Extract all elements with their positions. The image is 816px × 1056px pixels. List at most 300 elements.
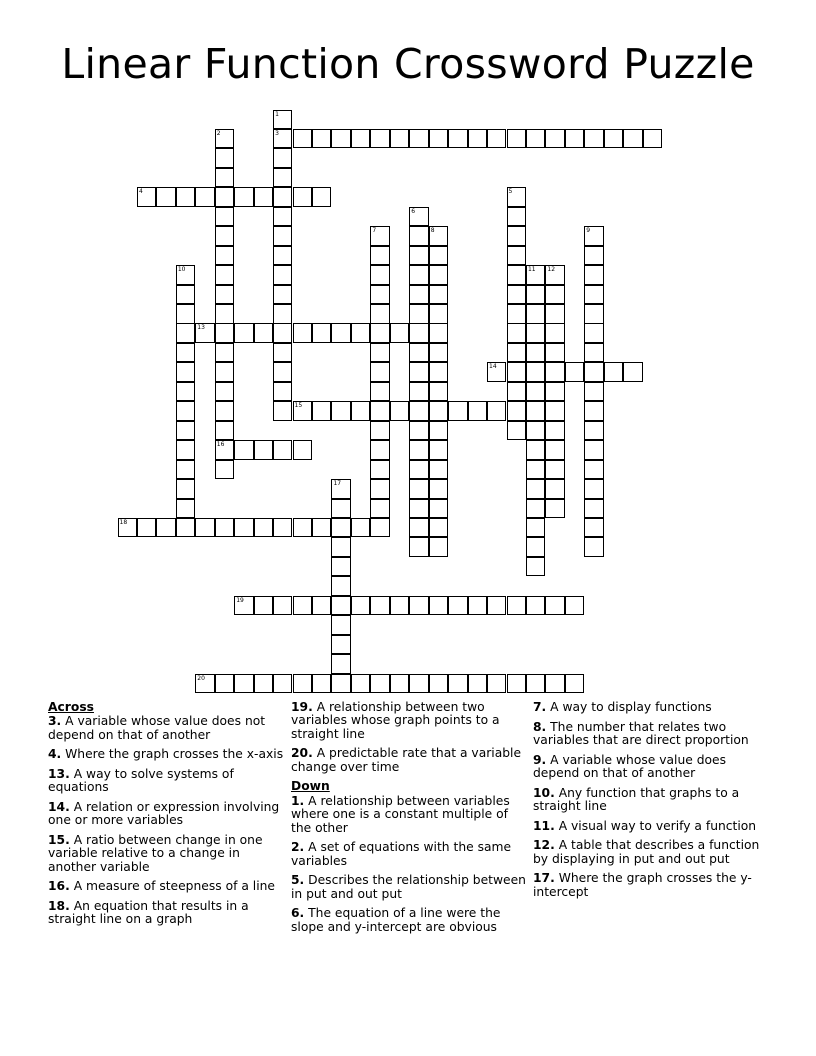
grid-cell[interactable] — [370, 129, 389, 149]
grid-cell[interactable] — [507, 596, 526, 616]
grid-cell[interactable] — [351, 323, 370, 343]
grid-cell[interactable] — [526, 421, 545, 441]
grid-cell[interactable] — [273, 323, 292, 343]
grid-cell[interactable] — [370, 674, 389, 694]
grid-cell[interactable] — [409, 518, 428, 538]
grid-cell[interactable] — [254, 440, 273, 460]
grid-cell[interactable] — [215, 187, 234, 207]
grid-cell[interactable] — [370, 440, 389, 460]
grid-cell[interactable] — [545, 674, 564, 694]
grid-cell[interactable] — [273, 168, 292, 188]
grid-cell[interactable] — [487, 401, 506, 421]
grid-cell[interactable] — [429, 362, 448, 382]
grid-cell[interactable] — [215, 518, 234, 538]
grid-cell[interactable] — [507, 265, 526, 285]
grid-cell[interactable] — [604, 129, 623, 149]
grid-cell[interactable] — [195, 518, 214, 538]
grid-cell[interactable] — [409, 304, 428, 324]
grid-cell[interactable] — [545, 401, 564, 421]
grid-cell[interactable] — [565, 129, 584, 149]
grid-cell[interactable] — [273, 207, 292, 227]
grid-cell[interactable] — [234, 323, 253, 343]
grid-cell[interactable] — [195, 323, 214, 343]
grid-cell[interactable] — [584, 304, 603, 324]
grid-cell[interactable] — [273, 440, 292, 460]
grid-cell[interactable] — [370, 460, 389, 480]
grid-cell[interactable] — [468, 401, 487, 421]
grid-cell[interactable] — [565, 596, 584, 616]
clue — [291, 795, 531, 835]
clue — [48, 900, 288, 927]
grid-cell[interactable] — [390, 674, 409, 694]
grid-cell[interactable] — [176, 265, 195, 285]
grid-cell[interactable] — [545, 440, 564, 460]
grid-cell[interactable] — [331, 635, 350, 655]
grid-cell[interactable] — [526, 382, 545, 402]
grid-cell[interactable] — [215, 401, 234, 421]
grid-cell[interactable] — [507, 421, 526, 441]
grid-cell[interactable] — [584, 518, 603, 538]
grid-cell[interactable] — [176, 421, 195, 441]
grid-cell[interactable] — [176, 479, 195, 499]
grid-cell[interactable] — [176, 304, 195, 324]
grid-cell[interactable] — [118, 518, 137, 538]
grid-cell[interactable] — [312, 323, 331, 343]
clue-number-label: 14. — [48, 800, 70, 814]
grid-cell[interactable] — [215, 285, 234, 305]
grid-cell[interactable] — [215, 207, 234, 227]
grid-cell[interactable] — [507, 362, 526, 382]
grid-cell[interactable] — [195, 187, 214, 207]
grid-cell[interactable] — [526, 440, 545, 460]
grid-cell[interactable] — [545, 499, 564, 519]
grid-cell[interactable] — [584, 499, 603, 519]
grid-cell[interactable] — [390, 596, 409, 616]
clue-text: Describes the relationship between in put and out put — [291, 873, 526, 901]
grid-cell[interactable] — [468, 674, 487, 694]
grid-cell[interactable] — [429, 129, 448, 149]
grid-cell[interactable] — [409, 479, 428, 499]
grid-cell[interactable] — [409, 596, 428, 616]
grid-cell[interactable] — [584, 323, 603, 343]
grid-cell[interactable] — [215, 323, 234, 343]
grid-cell[interactable] — [429, 440, 448, 460]
grid-cell[interactable] — [273, 148, 292, 168]
clue — [291, 907, 531, 934]
grid-cell[interactable] — [293, 129, 312, 149]
grid-cell[interactable] — [215, 129, 234, 149]
grid-cell[interactable] — [448, 596, 467, 616]
grid-cell[interactable] — [312, 518, 331, 538]
grid-cell[interactable] — [215, 421, 234, 441]
grid-cell[interactable] — [526, 460, 545, 480]
grid-cell[interactable] — [215, 148, 234, 168]
clue-number: 12 — [547, 266, 556, 274]
grid-cell[interactable] — [273, 265, 292, 285]
clue-number-label: 2. — [291, 840, 305, 855]
grid-cell[interactable] — [254, 596, 273, 616]
grid-cell[interactable] — [176, 401, 195, 421]
grid-cell[interactable] — [584, 343, 603, 363]
grid-cell[interactable] — [487, 596, 506, 616]
clue-number: 14 — [489, 363, 497, 371]
grid-cell[interactable] — [584, 226, 603, 246]
clue — [533, 787, 773, 814]
clue-text: A variable whose value does depend on that of another — [533, 752, 727, 780]
grid-cell[interactable] — [526, 596, 545, 616]
grid-cell[interactable] — [507, 323, 526, 343]
grid-cell[interactable] — [234, 596, 253, 616]
grid-cell[interactable] — [584, 129, 603, 149]
clue-number-label: 4. — [48, 747, 62, 762]
grid-cell[interactable] — [273, 596, 292, 616]
grid-cell[interactable] — [584, 265, 603, 285]
grid-cell[interactable] — [409, 537, 428, 557]
clues-column-1 — [48, 701, 288, 933]
grid-cell[interactable] — [468, 129, 487, 149]
grid-cell[interactable] — [331, 499, 350, 519]
grid-cell[interactable] — [293, 401, 312, 421]
grid-cell[interactable] — [584, 246, 603, 266]
grid-cell[interactable] — [409, 460, 428, 480]
grid-cell[interactable] — [215, 362, 234, 382]
grid-cell[interactable] — [234, 674, 253, 694]
grid-cell[interactable] — [526, 362, 545, 382]
grid-cell[interactable] — [545, 382, 564, 402]
grid-cell[interactable] — [254, 187, 273, 207]
grid-cell[interactable] — [370, 246, 389, 266]
grid-cell[interactable] — [429, 479, 448, 499]
grid-cell[interactable] — [176, 499, 195, 519]
grid-cell[interactable] — [409, 285, 428, 305]
grid-cell[interactable] — [312, 596, 331, 616]
grid-cell[interactable] — [409, 343, 428, 363]
grid-cell[interactable] — [429, 674, 448, 694]
grid-cell[interactable] — [526, 285, 545, 305]
grid-cell[interactable] — [429, 343, 448, 363]
clue-number-label: 3. — [48, 714, 62, 729]
grid-cell[interactable] — [429, 421, 448, 441]
grid-cell[interactable] — [312, 674, 331, 694]
grid-cell[interactable] — [351, 129, 370, 149]
grid-cell[interactable] — [312, 187, 331, 207]
grid-cell[interactable] — [273, 401, 292, 421]
grid-cell[interactable] — [604, 362, 623, 382]
clue-number: 19 — [236, 596, 244, 604]
grid-cell[interactable] — [370, 401, 389, 421]
grid-cell[interactable] — [390, 401, 409, 421]
grid-cell[interactable] — [331, 401, 350, 421]
clue-text: A table that describes a function by displaying in put and out put — [533, 838, 760, 866]
grid-cell[interactable] — [331, 518, 350, 538]
clue-text: A way to display functions — [546, 700, 712, 714]
clue-number-label: 8. — [533, 719, 547, 734]
grid-cell[interactable] — [507, 129, 526, 149]
grid-cell[interactable] — [215, 246, 234, 266]
grid-cell[interactable] — [409, 440, 428, 460]
grid-cell[interactable] — [429, 596, 448, 616]
grid-cell[interactable] — [273, 246, 292, 266]
grid-cell[interactable] — [429, 226, 448, 246]
grid-cell[interactable] — [584, 460, 603, 480]
grid-cell[interactable] — [507, 285, 526, 305]
grid-cell[interactable] — [390, 129, 409, 149]
clue-text: A relationship between variables where one is a constant multiple of the other — [291, 793, 510, 835]
grid-cell[interactable] — [584, 382, 603, 402]
grid-cell[interactable] — [526, 537, 545, 557]
clue-text: A predictable rate that a variable change over time — [291, 746, 522, 774]
grid-cell[interactable] — [584, 401, 603, 421]
grid-cell[interactable] — [468, 596, 487, 616]
grid-cell[interactable] — [331, 615, 350, 635]
clue-text: Where the graph crosses the y-intercept — [533, 871, 752, 899]
grid-cell[interactable] — [176, 187, 195, 207]
grid-cell[interactable] — [370, 323, 389, 343]
grid-cell[interactable] — [584, 537, 603, 557]
grid-cell[interactable] — [273, 285, 292, 305]
grid-cell[interactable] — [448, 674, 467, 694]
grid-cell[interactable] — [409, 401, 428, 421]
grid-cell[interactable] — [215, 304, 234, 324]
grid-cell[interactable] — [273, 343, 292, 363]
grid-cell[interactable] — [526, 265, 545, 285]
grid-cell[interactable] — [545, 323, 564, 343]
grid-cell[interactable] — [273, 674, 292, 694]
grid-cell[interactable] — [156, 187, 175, 207]
grid-cell[interactable] — [234, 518, 253, 538]
grid-cell[interactable] — [293, 440, 312, 460]
grid-cell[interactable] — [273, 362, 292, 382]
grid-cell[interactable] — [448, 129, 467, 149]
clue — [48, 715, 288, 742]
grid-cell[interactable] — [370, 479, 389, 499]
grid-cell[interactable] — [331, 479, 350, 499]
grid-cell[interactable] — [215, 440, 234, 460]
grid-cell[interactable] — [176, 460, 195, 480]
grid-cell[interactable] — [331, 537, 350, 557]
grid-cell[interactable] — [176, 518, 195, 538]
grid-cell[interactable] — [507, 187, 526, 207]
grid-cell[interactable] — [273, 304, 292, 324]
grid-cell[interactable] — [429, 537, 448, 557]
grid-cell[interactable] — [312, 129, 331, 149]
grid-cell[interactable] — [623, 129, 642, 149]
grid-cell[interactable] — [545, 343, 564, 363]
grid-cell[interactable] — [293, 518, 312, 538]
clue — [533, 839, 773, 866]
grid-cell[interactable] — [526, 479, 545, 499]
grid-cell[interactable] — [370, 518, 389, 538]
grid-cell[interactable] — [448, 401, 467, 421]
grid-cell[interactable] — [507, 226, 526, 246]
grid-cell[interactable] — [584, 285, 603, 305]
grid-cell[interactable] — [293, 323, 312, 343]
grid-cell[interactable] — [254, 323, 273, 343]
grid-cell[interactable] — [429, 518, 448, 538]
grid-cell[interactable] — [215, 226, 234, 246]
grid-cell[interactable] — [331, 596, 350, 616]
grid-cell[interactable] — [526, 401, 545, 421]
grid-cell[interactable] — [409, 265, 428, 285]
grid-cell[interactable] — [584, 479, 603, 499]
grid-cell[interactable] — [370, 421, 389, 441]
grid-cell[interactable] — [409, 226, 428, 246]
grid-cell[interactable] — [390, 323, 409, 343]
grid-cell[interactable] — [429, 382, 448, 402]
grid-cell[interactable] — [487, 129, 506, 149]
grid-cell[interactable] — [643, 129, 662, 149]
grid-cell[interactable] — [409, 421, 428, 441]
grid-cell[interactable] — [584, 440, 603, 460]
grid-cell[interactable] — [507, 246, 526, 266]
grid-cell[interactable] — [526, 499, 545, 519]
grid-cell[interactable] — [234, 187, 253, 207]
grid-cell[interactable] — [331, 654, 350, 674]
grid-cell[interactable] — [156, 518, 175, 538]
grid-cell[interactable] — [409, 362, 428, 382]
grid-cell[interactable] — [312, 401, 331, 421]
grid-cell[interactable] — [331, 129, 350, 149]
grid-cell[interactable] — [331, 674, 350, 694]
grid-cell[interactable] — [370, 499, 389, 519]
grid-cell[interactable] — [526, 304, 545, 324]
grid-cell[interactable] — [370, 304, 389, 324]
grid-cell[interactable] — [176, 440, 195, 460]
grid-cell[interactable] — [137, 518, 156, 538]
grid-cell[interactable] — [176, 362, 195, 382]
grid-cell[interactable] — [565, 674, 584, 694]
grid-cell[interactable] — [331, 323, 350, 343]
grid-cell[interactable] — [370, 343, 389, 363]
grid-cell[interactable] — [370, 285, 389, 305]
grid-cell[interactable] — [273, 110, 292, 130]
grid-cell[interactable] — [273, 129, 292, 149]
grid-cell[interactable] — [409, 323, 428, 343]
grid-cell[interactable] — [370, 226, 389, 246]
grid-cell[interactable] — [195, 674, 214, 694]
grid-cell[interactable] — [370, 382, 389, 402]
grid-cell[interactable] — [487, 674, 506, 694]
grid-cell[interactable] — [526, 323, 545, 343]
grid-cell[interactable] — [215, 168, 234, 188]
grid-cell[interactable] — [409, 246, 428, 266]
grid-cell[interactable] — [331, 576, 350, 596]
grid-cell[interactable] — [215, 460, 234, 480]
grid-cell[interactable] — [137, 187, 156, 207]
grid-cell[interactable] — [526, 557, 545, 577]
grid-cell[interactable] — [545, 596, 564, 616]
clue-number: 20 — [197, 674, 205, 682]
grid-cell[interactable] — [176, 382, 195, 402]
grid-cell[interactable] — [429, 285, 448, 305]
grid-cell[interactable] — [293, 674, 312, 694]
grid-cell[interactable] — [507, 207, 526, 227]
clue-number-label: 1. — [291, 793, 305, 808]
grid-cell[interactable] — [370, 362, 389, 382]
grid-cell[interactable] — [545, 421, 564, 441]
grid-cell[interactable] — [370, 265, 389, 285]
clue — [291, 841, 531, 868]
grid-cell[interactable] — [254, 674, 273, 694]
grid-cell[interactable] — [273, 226, 292, 246]
grid-cell[interactable] — [584, 421, 603, 441]
grid-cell[interactable] — [409, 129, 428, 149]
grid-cell[interactable] — [507, 343, 526, 363]
grid-cell[interactable] — [331, 557, 350, 577]
grid-cell[interactable] — [429, 499, 448, 519]
grid-cell[interactable] — [176, 285, 195, 305]
grid-cell[interactable] — [429, 265, 448, 285]
grid-cell[interactable] — [584, 362, 603, 382]
grid-cell[interactable] — [545, 129, 564, 149]
clue-number: 17 — [333, 480, 342, 488]
grid-cell[interactable] — [176, 343, 195, 363]
clue — [48, 801, 288, 828]
grid-cell[interactable] — [351, 596, 370, 616]
grid-cell[interactable] — [370, 596, 389, 616]
grid-cell[interactable] — [234, 440, 253, 460]
grid-cell[interactable] — [545, 304, 564, 324]
grid-cell[interactable] — [623, 362, 642, 382]
clue-number: 13 — [197, 324, 205, 332]
grid-cell[interactable] — [254, 518, 273, 538]
grid-cell[interactable] — [429, 246, 448, 266]
grid-cell[interactable] — [215, 343, 234, 363]
clue — [48, 880, 288, 893]
grid-cell[interactable] — [409, 207, 428, 227]
grid-cell[interactable] — [526, 674, 545, 694]
grid-cell[interactable] — [409, 674, 428, 694]
grid-cell[interactable] — [273, 382, 292, 402]
grid-cell[interactable] — [526, 518, 545, 538]
grid-cell[interactable] — [409, 382, 428, 402]
clue-number-label: 9. — [533, 752, 547, 767]
grid-cell[interactable] — [526, 343, 545, 363]
grid-cell[interactable] — [429, 304, 448, 324]
grid-cell[interactable] — [429, 323, 448, 343]
clue-number: 7 — [372, 227, 377, 235]
grid-cell[interactable] — [409, 499, 428, 519]
grid-cell[interactable] — [526, 129, 545, 149]
grid-cell[interactable] — [351, 518, 370, 538]
grid-cell[interactable] — [565, 362, 584, 382]
grid-cell[interactable] — [215, 382, 234, 402]
grid-cell[interactable] — [176, 323, 195, 343]
grid-cell[interactable] — [545, 362, 564, 382]
grid-cell[interactable] — [215, 674, 234, 694]
grid-cell[interactable] — [429, 460, 448, 480]
down-heading: Down — [291, 779, 330, 794]
grid-cell[interactable] — [293, 187, 312, 207]
grid-cell[interactable] — [545, 285, 564, 305]
grid-cell[interactable] — [429, 401, 448, 421]
grid-cell[interactable] — [215, 265, 234, 285]
grid-cell[interactable] — [545, 460, 564, 480]
grid-cell[interactable] — [545, 265, 564, 285]
grid-cell[interactable] — [273, 518, 292, 538]
grid-cell[interactable] — [487, 362, 506, 382]
grid-cell[interactable] — [351, 674, 370, 694]
grid-cell[interactable] — [507, 674, 526, 694]
grid-cell[interactable] — [351, 401, 370, 421]
grid-cell[interactable] — [293, 596, 312, 616]
grid-cell[interactable] — [545, 479, 564, 499]
grid-cell[interactable] — [273, 187, 292, 207]
grid-cell[interactable] — [507, 382, 526, 402]
grid-cell[interactable] — [507, 304, 526, 324]
clue-text: A relation or expression involving one or more variables — [48, 800, 280, 828]
grid-cell[interactable] — [507, 401, 526, 421]
